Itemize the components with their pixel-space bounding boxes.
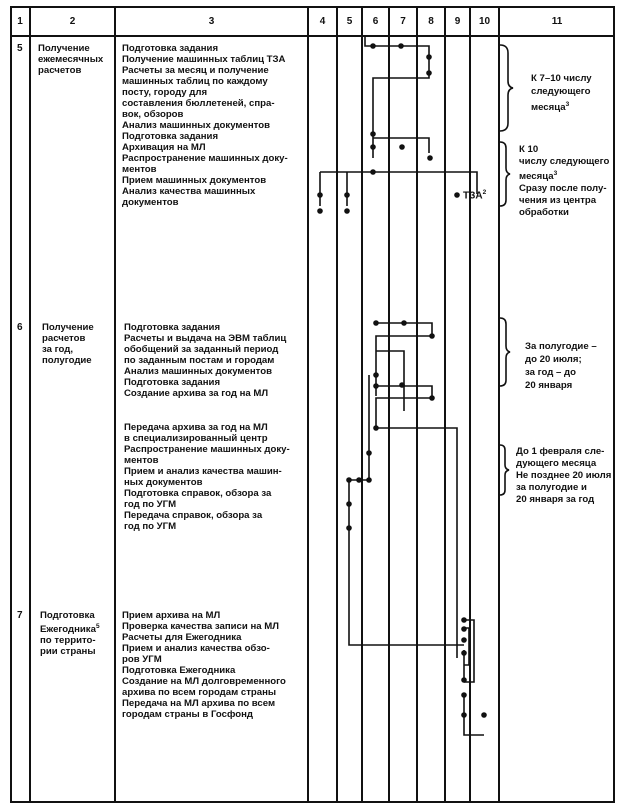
deadline-line: К 10: [519, 144, 539, 155]
deadline-line: до 20 июля;: [525, 354, 582, 365]
row-number: 5: [17, 43, 23, 54]
operation-line: Передача архива за год на МЛ: [124, 422, 268, 433]
operation-line: Подготовка задания: [122, 131, 219, 142]
operation-line: год по УГМ: [124, 521, 177, 532]
operation-line: ных документов: [124, 477, 203, 488]
operation-line: Распространение машинных доку-: [124, 444, 290, 455]
operation-line: составления бюллетеней, спра-: [122, 98, 275, 109]
deadline-line: за год – до: [525, 367, 576, 378]
column-header: 10: [478, 16, 491, 27]
operation-line: Прием и анализ качества обзо-: [122, 643, 270, 654]
deadline-line: Не позднее 20 июля: [516, 470, 612, 481]
deadline-line: месяца: [531, 102, 566, 114]
brace-icon: [500, 445, 509, 495]
deadline-line: 20 января за год: [516, 494, 595, 505]
stage-line: рии страны: [40, 646, 96, 658]
flow-node: [373, 320, 379, 326]
flow-node: [370, 144, 376, 150]
deadline-line: 20 января: [525, 380, 573, 391]
operation-line: Получение машинных таблиц ТЗА: [122, 54, 286, 65]
flow-node: [461, 650, 467, 656]
column-header: 11: [551, 16, 563, 27]
flow-node: [317, 208, 323, 214]
column-header: 6: [372, 16, 379, 27]
flow-nodes: [317, 43, 487, 718]
operation-line: Анализ машинных документов: [122, 120, 270, 131]
operation-line: Распространение машинных доку-: [122, 153, 288, 164]
operation-line: Архивация на МЛ: [122, 142, 206, 153]
flow-node: [454, 192, 460, 198]
deadline-line: числу следующего: [519, 156, 610, 167]
deadline-line: месяца: [519, 171, 554, 183]
flow-node: [366, 450, 372, 456]
flow-node: [399, 144, 405, 150]
brace-icon: [500, 45, 513, 131]
column-header: 8: [428, 16, 434, 27]
operation-line: Подготовка задания: [124, 322, 221, 333]
stage-line: Получение: [38, 43, 90, 54]
flow-node: [461, 626, 467, 632]
flow-node: [370, 43, 376, 49]
deadline-line: дующего месяца: [516, 458, 597, 469]
operation-line: обобщений за заданный период: [124, 344, 279, 355]
deadline-line: обработки: [519, 207, 569, 219]
operation-line: Анализ качества машинных: [122, 186, 256, 197]
flow-node: [399, 382, 405, 388]
deadline-line: За полугодие –: [525, 341, 597, 352]
flow-node: [461, 617, 467, 623]
flow-label-text: ТЗА: [463, 190, 483, 202]
footnote-mark: 2: [482, 189, 487, 196]
stage-line: по террито-: [40, 635, 96, 647]
flow-node: [461, 637, 467, 643]
operation-line: Создание архива за год на МЛ: [124, 388, 269, 399]
column-header: 2: [69, 16, 76, 27]
operation-line: по заданным постам и городам: [124, 355, 275, 366]
operation-line: год по УГМ: [124, 499, 177, 510]
flow-node: [461, 677, 467, 683]
operation-line: Создание на МЛ долговременного: [122, 676, 286, 687]
operation-line: ров УГМ: [122, 654, 162, 665]
operation-line: вок, обзоров: [122, 109, 184, 120]
operation-line: Расчеты за месяц и получение: [122, 65, 269, 76]
stage-line: Получение: [42, 322, 94, 333]
footnote-mark: 3: [553, 170, 558, 177]
flow-node: [344, 208, 350, 214]
brace-icon: [500, 142, 510, 206]
column-header: 7: [400, 16, 406, 27]
operation-line: машинных таблиц по каждому: [122, 76, 268, 87]
flow-node: [401, 320, 407, 326]
column-header: 3: [208, 16, 215, 27]
column-header: 5: [346, 16, 353, 27]
flow-lines: [320, 36, 513, 735]
flow-node: [461, 712, 467, 718]
row-number: 6: [17, 322, 23, 333]
flow-node: [398, 43, 404, 49]
flow-node: [366, 477, 372, 483]
flow-node: [370, 131, 376, 137]
deadline-line: К 7–10 числу: [531, 73, 592, 84]
stage-line: за год,: [42, 344, 74, 355]
operation-line: ментов: [122, 164, 157, 175]
operation-line: посту, городу для: [122, 87, 208, 98]
stage-line: Ежегодника: [40, 624, 96, 636]
flow-node: [344, 192, 350, 198]
column-header: 9: [454, 16, 461, 27]
flow-node: [373, 372, 379, 378]
flow-node: [427, 155, 433, 161]
flow-node: [346, 525, 352, 531]
deadline-line: за полугодие и: [516, 482, 587, 493]
deadline-line: следующего: [531, 86, 591, 97]
flow-node: [370, 169, 376, 175]
operation-line: Передача справок, обзора за: [124, 510, 263, 521]
deadline-line: Сразу после полу-: [519, 183, 607, 195]
column-header: 1: [17, 16, 23, 27]
flow-node: [346, 501, 352, 507]
column-header: 4: [319, 16, 326, 27]
operation-line: Подготовка Ежегодника: [122, 665, 236, 676]
flow-node: [426, 70, 432, 76]
operation-line: Прием и анализ качества машин-: [124, 466, 282, 477]
operation-line: Подготовка задания: [124, 377, 221, 388]
stage-line: расчетов: [38, 65, 82, 76]
row-number: 7: [17, 610, 23, 621]
flow-node: [429, 333, 435, 339]
operation-line: Проверка качества записи на МЛ: [122, 621, 279, 632]
flow-node: [317, 192, 323, 198]
flow-node: [481, 712, 487, 718]
operation-line: Подготовка задания: [122, 43, 219, 54]
stage-line: Подготовка: [40, 610, 95, 621]
stage-line: расчетов: [42, 333, 86, 344]
flow-node: [461, 692, 467, 698]
stage-line: полугодие: [42, 355, 92, 366]
brace-icon: [500, 318, 510, 386]
flow-node: [346, 477, 352, 483]
flow-node: [356, 477, 362, 483]
flow-node: [373, 425, 379, 431]
operation-line: ментов: [124, 455, 159, 466]
operation-line: Расчеты и выдача на ЭВМ таблиц: [124, 333, 287, 344]
operation-line: городам страны в Госфонд: [122, 709, 253, 720]
operation-line: Передача на МЛ архива по всем: [122, 698, 276, 709]
operation-line: Анализ машинных документов: [124, 366, 272, 377]
flow-node: [429, 395, 435, 401]
stage-line: ежемесячных: [38, 54, 104, 65]
footnote-mark: 3: [565, 101, 570, 108]
flow-node: [373, 383, 379, 389]
deadline-line: До 1 февраля сле-: [516, 446, 605, 457]
operation-line: Расчеты для Ежегодника: [122, 632, 242, 643]
footnote-mark: 5: [95, 623, 100, 630]
operation-line: в специализированный центр: [124, 433, 268, 444]
flow-node: [426, 54, 432, 60]
operation-line: документов: [122, 197, 179, 208]
operation-line: Прием машинных документов: [122, 175, 267, 186]
deadline-line: чения из центра: [519, 195, 597, 207]
operation-line: Прием архива на МЛ: [122, 610, 221, 621]
operation-line: архива по всем городам страны: [122, 687, 277, 698]
operation-line: Подготовка справок, обзора за: [124, 488, 272, 499]
